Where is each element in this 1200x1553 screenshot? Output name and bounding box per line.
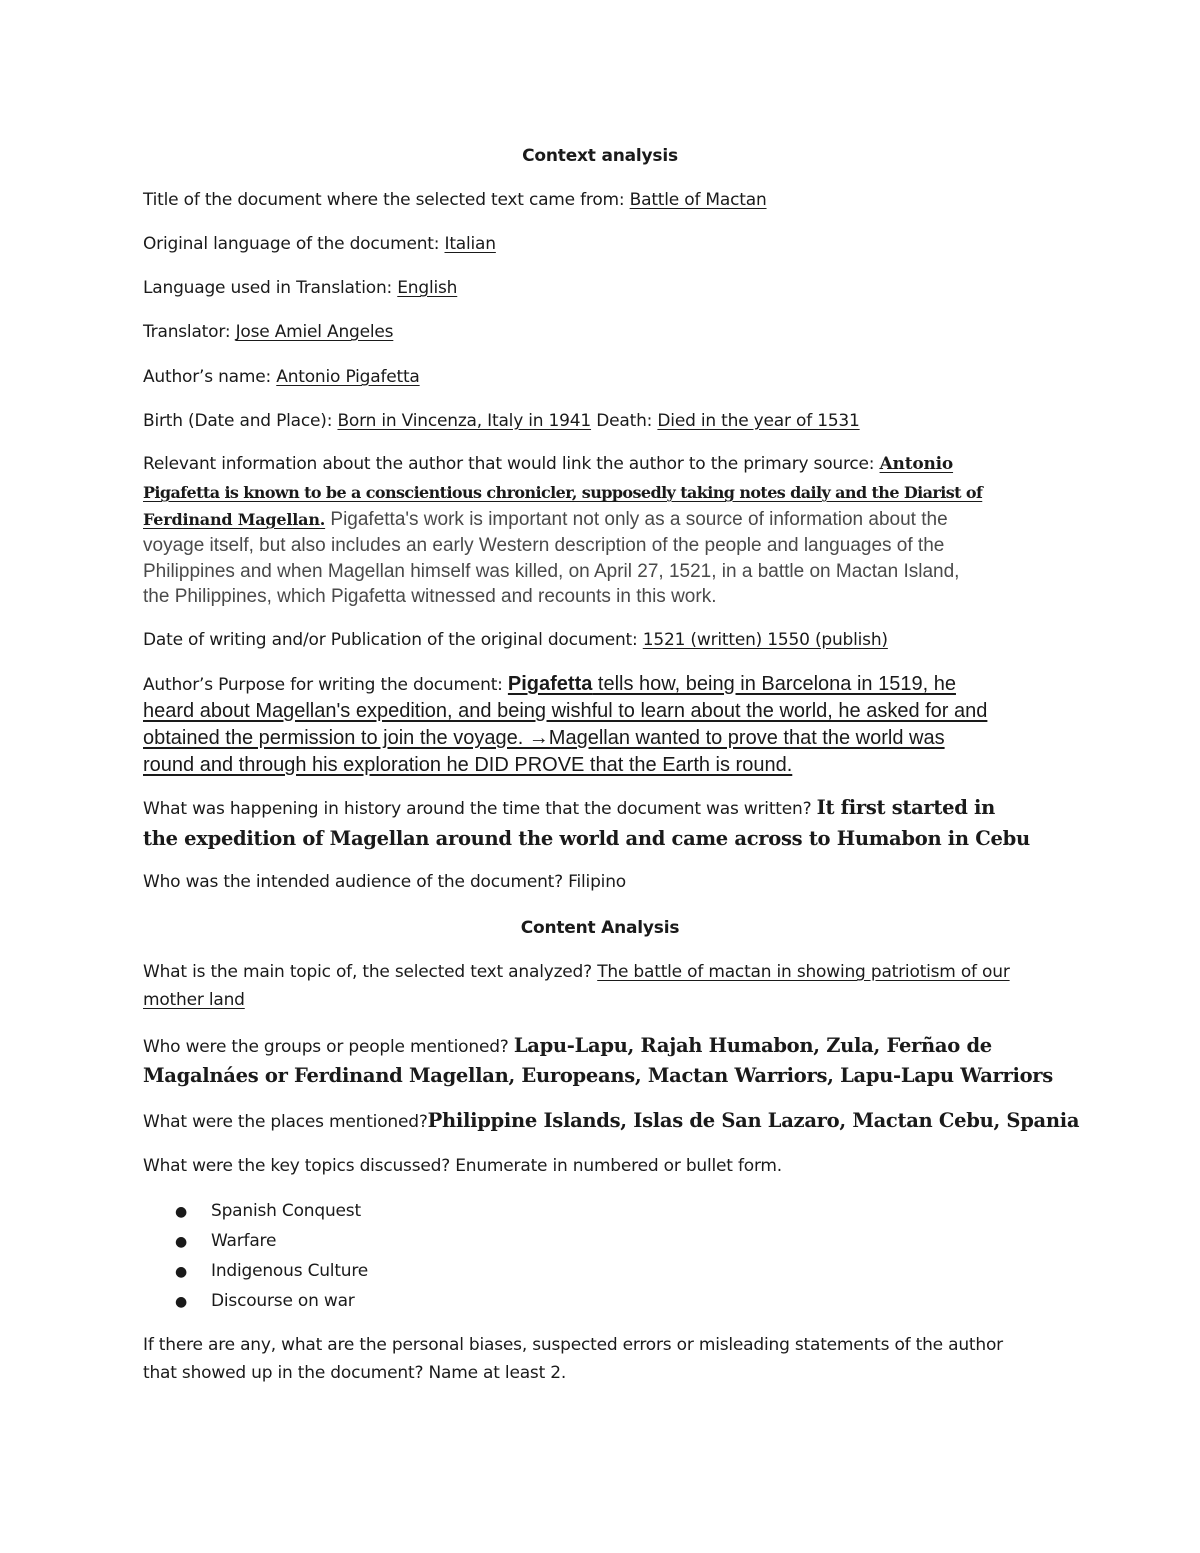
topic-row-1	[143, 960, 1010, 984]
relevant-text-2: voyage itself, but also includes an early Western description of the people and languages of the	[143, 535, 945, 556]
original-language-label: Original language of the document:	[143, 234, 440, 254]
history-value-1: It first started in	[816, 796, 996, 819]
purpose-row-1	[143, 672, 956, 697]
title-label: Title of the document where the selected text came from:	[143, 190, 625, 210]
people-value-2: Magalnáes or Ferdinand Magellan, Europeans, Mactan Warriors, Lapu-Lapu Warriors	[143, 1064, 1053, 1087]
relevant-row-3	[143, 508, 948, 532]
people-value-1: Lapu-Lapu, Rajah Humabon, Zula, Ferñao de	[513, 1034, 992, 1057]
birth-death-row	[143, 409, 860, 433]
history-row-1	[143, 796, 995, 821]
translator-value: Jose Amiel Angeles	[235, 322, 394, 342]
bias-text-1: If there are any, what are the personal biases, suspected errors or misleading statements of the author	[143, 1335, 1003, 1355]
title-row	[143, 188, 767, 212]
key-topics-label: What were the key topics discussed? Enumerate in numbered or bullet form.	[143, 1156, 782, 1176]
people-label: Who were the groups or people mentioned?	[143, 1037, 509, 1057]
relevant-label: Relevant information about the author that would link the author to the primary source:	[143, 454, 875, 474]
bullet-icon: ●	[175, 1234, 188, 1250]
translation-language-value: English	[397, 278, 458, 298]
purpose-text-1: tells how, being in Barcelona in 1519, he	[592, 673, 956, 695]
death-value: Died in the year of 1531	[657, 411, 860, 431]
content-heading: Content Analysis	[520, 918, 680, 938]
birth-label: Birth (Date and Place):	[143, 411, 333, 431]
relevant-bold-1: Antonio	[879, 454, 954, 474]
bullet-icon: ●	[175, 1264, 188, 1280]
bullet-icon: ●	[175, 1204, 188, 1220]
relevant-bold-2: Pigafetta is known to be a conscientious chronicler, supposedly taking notes daily and the Diarist of	[143, 483, 983, 502]
purpose-text-3: obtained the permission to join the voyage. →Magellan wanted to prove that the world was	[143, 727, 945, 749]
relevant-text-4: the Philippines, which Pigafetta witnessed and recounts in this work.	[143, 586, 717, 607]
death-label: Death:	[596, 411, 653, 431]
original-language-row	[143, 232, 496, 256]
list-item: Warfare	[211, 1231, 277, 1251]
people-row-1	[143, 1034, 992, 1059]
date-row	[143, 628, 888, 652]
list-item: Indigenous Culture	[211, 1261, 369, 1281]
context-heading: Context analysis	[522, 146, 678, 166]
author-value: Antonio Pigafetta	[276, 367, 420, 387]
translation-language-label: Language used in Translation:	[143, 278, 393, 298]
original-language-value: Italian	[444, 234, 496, 254]
list-item: Spanish Conquest	[211, 1201, 361, 1221]
places-value: Philippine Islands, Islas de San Lazaro, Mactan Cebu, Spania	[427, 1109, 1080, 1132]
purpose-text-4: round and through his exploration he DID PROVE that the Earth is round.	[143, 754, 793, 776]
bias-text-2: that showed up in the document? Name at least 2.	[143, 1363, 567, 1383]
date-value: 1521 (written) 1550 (publish)	[642, 630, 888, 650]
audience-row	[143, 870, 626, 894]
history-value-2: the expedition of Magellan around the world and came across to Humabon in Cebu	[143, 827, 1030, 850]
bullet-icon: ●	[175, 1294, 188, 1310]
places-row	[143, 1109, 1079, 1134]
history-label: What was happening in history around the time that the document was written?	[143, 799, 812, 819]
topic-value-1: The battle of mactan in showing patriotism of our	[597, 962, 1010, 982]
relevant-row-1	[143, 452, 953, 476]
purpose-text-2: heard about Magellan's expedition, and being wishful to learn about the world, he asked for and	[143, 700, 988, 722]
date-label: Date of writing and/or Publication of the original document:	[143, 630, 638, 650]
audience-label: Who was the intended audience of the document?	[143, 872, 563, 892]
purpose-label: Author’s Purpose for writing the document:	[143, 675, 503, 695]
list-item: Discourse on war	[211, 1291, 355, 1311]
translation-language-row	[143, 276, 457, 300]
places-label: What were the places mentioned?	[143, 1112, 428, 1132]
birth-value: Born in Vincenza, Italy in 1941	[337, 411, 592, 431]
author-row	[143, 365, 420, 389]
topic-value-2: mother land	[143, 990, 245, 1010]
relevant-text-1: Pigafetta's work is important not only as a source of information about the	[325, 509, 948, 530]
author-label: Author’s name:	[143, 367, 272, 387]
translator-row	[143, 320, 393, 344]
relevant-bold-3: Ferdinand Magellan.	[143, 510, 326, 529]
translator-label: Translator:	[143, 322, 231, 342]
purpose-bold: Pigafetta	[507, 673, 593, 695]
relevant-text-3: Philippines and when Magellan himself was killed, on April 27, 1521, in a battle on Mactan Island,	[143, 561, 960, 582]
topic-label: What is the main topic of, the selected text analyzed?	[143, 962, 592, 982]
audience-value: Filipino	[568, 872, 626, 892]
title-value: Battle of Mactan	[629, 190, 767, 210]
